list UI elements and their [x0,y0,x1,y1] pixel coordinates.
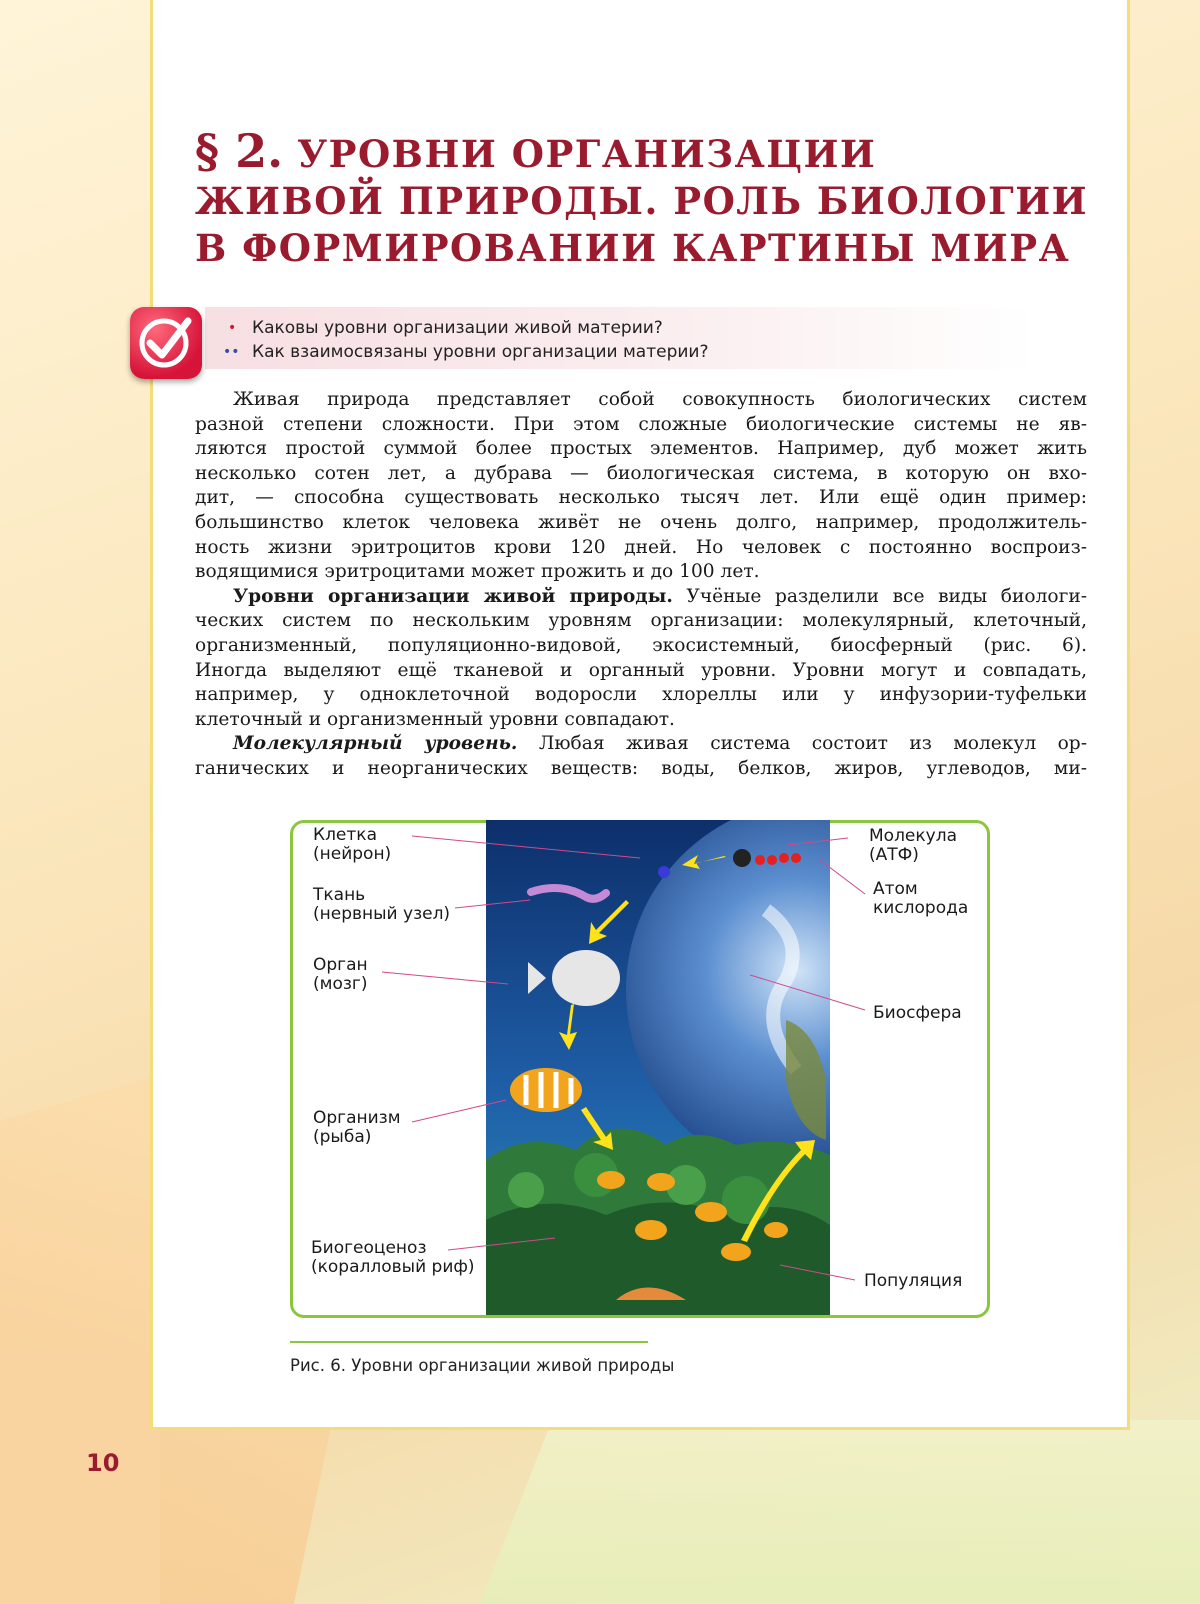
label-biosphere: Биосфера [873,1003,962,1023]
label-population: Популяция [864,1271,963,1291]
figure-caption: Рис. 6. Уровни организации живой природы [290,1356,675,1375]
page-number: 10 [86,1449,120,1477]
bullet-icon: •• [223,344,240,360]
label-organism: Организм (рыба) [313,1108,401,1147]
label-oxygen-atom: Атом кислорода [873,879,969,918]
section-number: § 2. [195,124,284,178]
background-shape [0,1350,160,1604]
label-biogeocenosis: Биогеоценоз (коралловый риф) [311,1238,475,1277]
question-item: Как взаимосвязаны уровни организации материи? [252,342,709,362]
label-tissue: Ткань (нервный узел) [313,885,451,924]
page-title: § 2. УРОВНИ ОРГАНИЗАЦИИ ЖИВОЙ ПРИРОДЫ. РОЛЬ БИОЛОГИИ В ФОРМИРОВАНИИ КАРТИНЫ МИРА [195,124,1089,270]
label-cell: Клетка (нейрон) [313,825,392,864]
background-shape [480,1420,1200,1604]
label-organ: Орган (мозг) [313,955,368,994]
body-text: Живая природа представляет собой совокупность биологических систем разной степени сложности. При этом сложные биологические системы не яв- ляются простой суммой более простых элементов. Например, дуб может жить несколько сотен лет, а дубрава — биологическая система, в которую он вхо- дит, — способна существовать несколько тысяч лет. Или ещё один пример: большинство клеток человека живёт не очень долго, например, продолжитель- ность жизни эритроцитов крови 120 дней. Но человек с постоянно воспроиз- водящимися эритроцитами может прожить и до 100 лет. Уровни организации живой природы. Учёные разделили все виды биологи- ческих систем по нескольким уровням организации: молекулярный, клеточный, организменный, популяционно-видовой, экосистемный, биосферный (рис. 6). Иногда выделяют ещё тканевой и органный уровни. Уровни могут и совпадать, например, у одноклеточной водоросли хлореллы или у инфузории-туфельки клеточный и организменный уровни совпадают. Молекулярный уровень. Любая живая система состоит из молекул ор- ганических и неорганических веществ: воды, белков, жиров, углеводов, ми- [195,389,1087,779]
paragraph-molecular: Молекулярный уровень. Любая живая система состоит из молекул ор- [233,733,1087,755]
label-molecule: Молекула (АТФ) [869,826,958,865]
figure-illustration [486,820,830,1315]
bullet-icon: • [228,320,237,336]
paragraph-levels: Уровни организации живой природы. Учёные разделили все виды биологи- [233,585,1087,607]
caption-divider [290,1341,648,1343]
question-item: Каковы уровни организации живой материи? [252,318,663,338]
checkmark-icon [130,307,202,379]
